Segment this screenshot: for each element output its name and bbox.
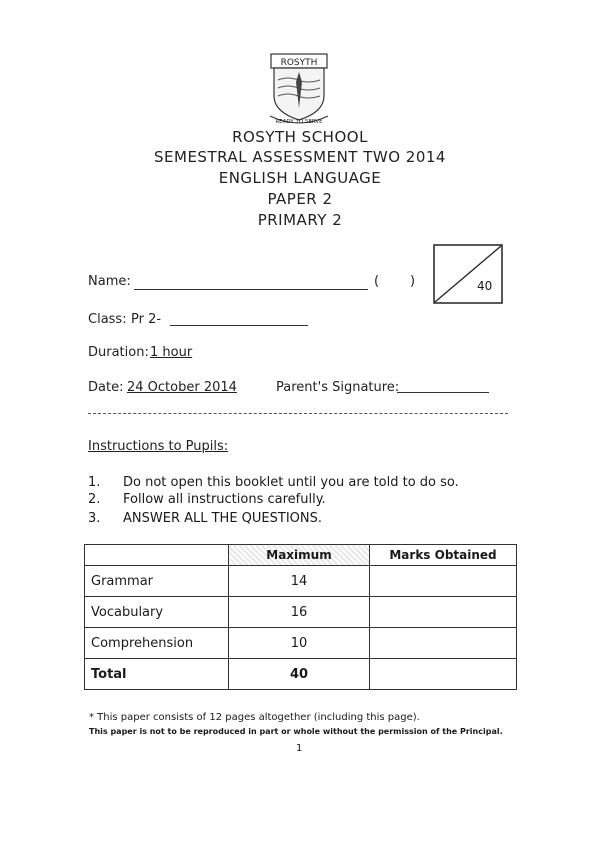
table-row <box>85 566 517 597</box>
section-cell: Total <box>85 659 229 690</box>
table-total-row <box>85 659 517 690</box>
table-header-cell <box>85 545 229 566</box>
instruction-number: 3. <box>88 511 101 526</box>
level-title: PRIMARY 2 <box>257 211 343 229</box>
date-value: 24 October 2014 <box>127 380 237 395</box>
instruction-text: ANSWER ALL THE QUESTIONS. <box>123 511 323 526</box>
name-label: Name: <box>88 274 131 289</box>
crest-motto: READY TO SERVE <box>275 119 323 125</box>
section-cell: Grammar <box>85 566 229 597</box>
marks-obtained-cell[interactable] <box>370 628 517 659</box>
instruction-text: Follow all instructions carefully. <box>123 492 326 507</box>
table-row <box>85 628 517 659</box>
pages-footnote: * This paper consists of 12 pages altogether (including this page). <box>89 712 420 723</box>
maximum-cell: 10 <box>229 628 370 659</box>
section-cell: Comprehension <box>85 628 229 659</box>
marks-obtained-cell[interactable] <box>370 659 517 690</box>
name-paren-close: ) <box>410 274 416 289</box>
score-total: 40 <box>477 279 493 293</box>
class-value: Pr 2- <box>131 312 162 327</box>
section-cell: Vocabulary <box>85 597 229 628</box>
duration-value: 1 hour <box>150 345 193 360</box>
name-field[interactable] <box>134 289 368 290</box>
class-field[interactable] <box>170 325 308 326</box>
marks-obtained-cell[interactable] <box>370 566 517 597</box>
marks-table <box>84 544 517 690</box>
maximum-cell: 14 <box>229 566 370 597</box>
table-header-marks-obtained: Marks Obtained <box>370 545 517 566</box>
score-box <box>433 244 503 304</box>
date-label: Date: <box>88 380 124 395</box>
duration-label: Duration: <box>88 345 149 360</box>
instruction-number: 1. <box>88 475 101 490</box>
signature-label: Parent's Signature: <box>276 380 400 395</box>
school-name: ROSYTH SCHOOL <box>232 128 368 146</box>
table-header-maximum: Maximum <box>229 545 370 566</box>
subject-title: ENGLISH LANGUAGE <box>218 169 382 187</box>
separator-line <box>88 413 508 414</box>
table-header-row <box>85 545 517 566</box>
maximum-cell: 16 <box>229 597 370 628</box>
maximum-cell: 40 <box>229 659 370 690</box>
school-crest <box>268 50 330 128</box>
instruction-text: Do not open this booklet until you are told to do so. <box>123 475 459 490</box>
copyright-footnote: This paper is not to be reproduced in part or whole without the permission of the Principal. <box>89 727 503 736</box>
signature-field[interactable] <box>397 392 489 393</box>
assessment-title: SEMESTRAL ASSESSMENT TWO 2014 <box>154 148 446 166</box>
instruction-number: 2. <box>88 492 101 507</box>
marks-obtained-cell[interactable] <box>370 597 517 628</box>
page-number: 1 <box>296 743 303 754</box>
crest-top-text: ROSYTH <box>280 58 318 68</box>
paper-title: PAPER 2 <box>267 190 333 208</box>
instructions-heading: Instructions to Pupils: <box>88 439 229 454</box>
table-row <box>85 597 517 628</box>
name-paren-open: ( <box>374 274 380 289</box>
class-label: Class: <box>88 312 127 327</box>
